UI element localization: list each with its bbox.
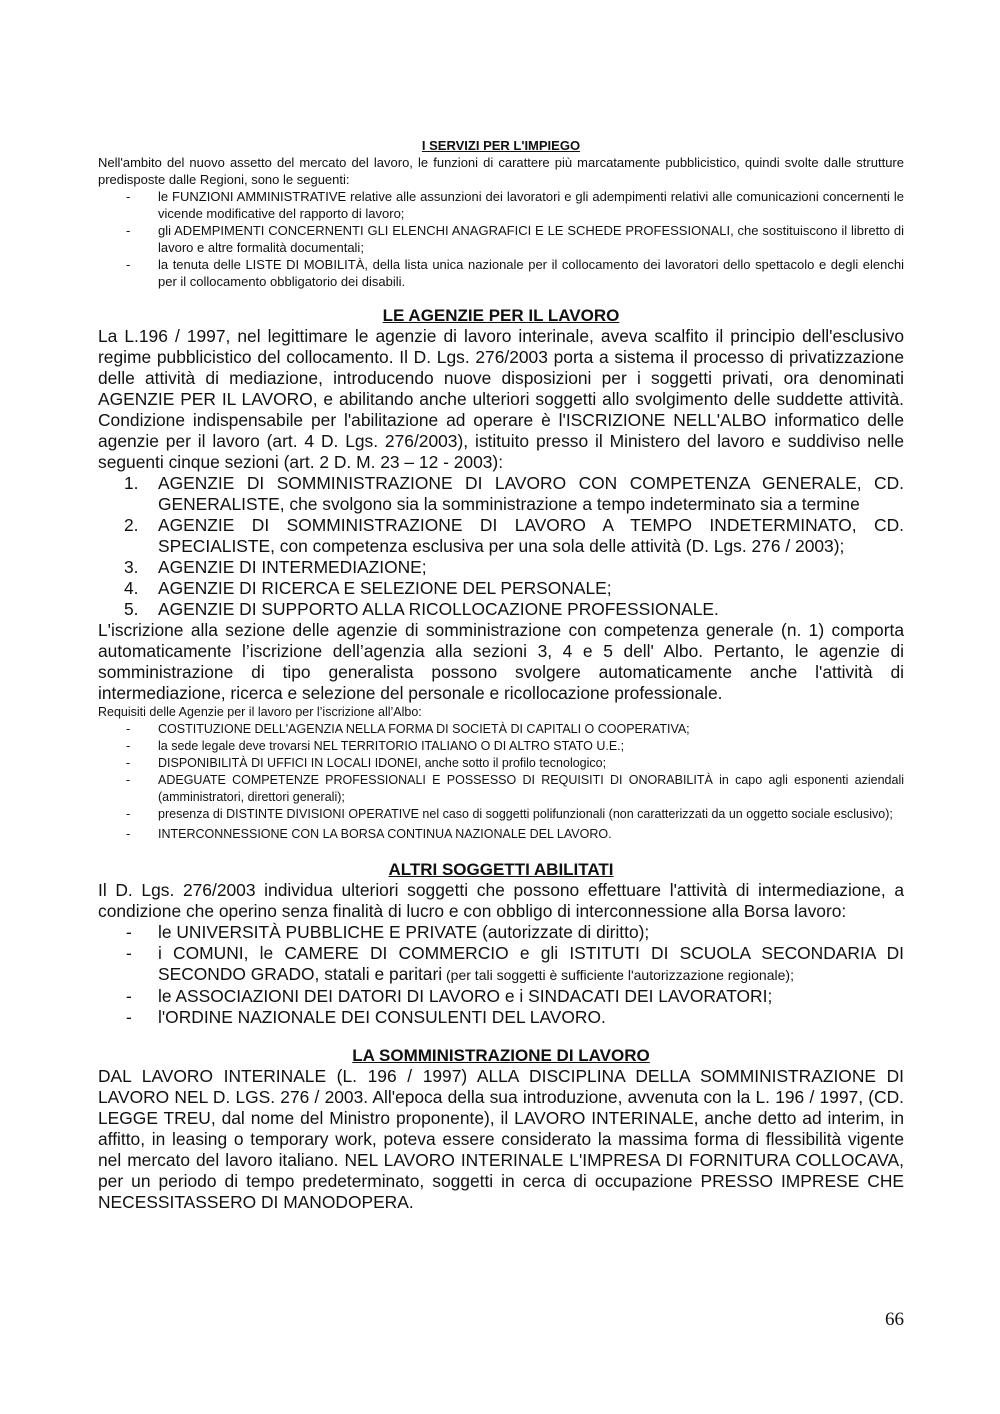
servizi-list xyxy=(98,188,904,290)
bullet: - xyxy=(126,986,132,1006)
list-item: - DISPONIBILITÀ DI UFFICI IN LOCALI IDONEI, anche sotto il profilo tecnologico; xyxy=(126,756,607,770)
list-item: - i COMUNI, le CAMERE DI COMMERCIO e gli ISTITUTI DI SCUOLA SECONDARIA DI SECONDO GRADO, statali e paritari (per tali soggetti è sufficiente l'autorizzazione regionale); xyxy=(126,943,904,984)
altri-soggetti-list xyxy=(98,922,904,1028)
list-item: - INTERCONNESSIONE CON LA BORSA CONTINUA NAZIONALE DEL LAVORO. xyxy=(126,827,612,841)
list-item: - COSTITUZIONE DELL'AGENZIA NELLA FORMA DI SOCIETÀ DI CAPITALI O COOPERATIVA; xyxy=(126,722,690,736)
bullet: - xyxy=(126,807,131,821)
bullet: - xyxy=(126,756,131,770)
list-item: - gli ADEMPIMENTI CONCERNENTI GLI ELENCHI ANAGRAFICI E LE SCHEDE PROFESSIONALI, che sostituiscono il libretto di lavoro e altre formalità documentali; xyxy=(126,223,904,255)
bullet: - xyxy=(126,223,131,238)
document-page xyxy=(98,137,904,1213)
list-item: - le UNIVERSITÀ PUBBLICHE E PRIVATE (autorizzate di diritto); xyxy=(126,922,650,942)
list-item: - la tenuta delle LISTE DI MOBILITÀ, della lista unica nazionale per il collocamento dei lavoratori dello spettacolo e degli elenchi per il collocamento obbligatorio dei disabili. xyxy=(126,257,904,289)
bullet: - xyxy=(126,773,131,787)
list-item: 5. AGENZIE DI SUPPORTO ALLA RICOLLOCAZIONE PROFESSIONALE. xyxy=(124,599,719,619)
requirements-heading: Requisiti delle Agenzie per il lavoro per l’iscrizione all’Albo: xyxy=(98,705,422,719)
list-item: - le FUNZIONI AMMINISTRATIVE relative alle assunzioni dei lavoratori e gli adempimenti relativi alle comunicazioni concernenti le vicende modificative del rapporto di lavoro; xyxy=(126,189,904,221)
section-title-servizi-impiego: I SERVIZI PER L'IMPIEGO xyxy=(421,138,581,153)
bullet: - xyxy=(126,739,131,753)
section-title-altri-soggetti: ALTRI SOGGETTI ABILITATI xyxy=(388,860,614,879)
agenzie-sections-list xyxy=(98,473,904,620)
section-title-somministrazione: LA SOMMINISTRAZIONE DI LAVORO xyxy=(352,1046,650,1065)
somministrazione-body: DAL LAVORO INTERINALE (L. 196 / 1997) ALLA DISCIPLINA DELLA SOMMINISTRAZIONE DI LAVORO NEL D. LGS. 276 / 2003. All'epoca della sua introduzione, avvenuta con la L. 196 / 1997, (CD. LEGGE TREU, dal nome del Ministro proponente), il LAVORO INTERINALE, anche detto ad interim, in affitto, in leasing o temporary work, poteva essere considerato la massima forma di flessibilità vigente nel mercato del lavoro italiano. NEL LAVORO INTERINALE L'IMPRESA DI FORNITURA COLLOCAVA, per un periodo di tempo predeterminato, soggetti in cerca di occupazione PRESSO IMPRESE CHE NECESSITASSERO DI MANODOPERA. xyxy=(98,1066,904,1212)
list-item: - le ASSOCIAZIONI DEI DATORI DI LAVORO e i SINDACATI DEI LAVORATORI; xyxy=(126,986,773,1006)
section-intro-altri-soggetti: Il D. Lgs. 276/2003 individua ulteriori soggetti che possono effettuare l'attività di intermediazione, a condizione che operino senza finalità di lucro e con obbligo di interconnessione alla Borsa lavoro: xyxy=(98,880,904,921)
section-title-agenzie-lavoro: LE AGENZIE PER IL LAVORO xyxy=(382,306,620,325)
bullet: - xyxy=(126,257,131,272)
bullet: - xyxy=(126,722,131,736)
page-number: 66 xyxy=(885,1309,904,1330)
bullet: - xyxy=(126,827,131,841)
list-item: - ADEGUATE COMPETENZE PROFESSIONALI E POSSESSO DI REQUISITI DI ONORABILITÀ in capo agli esponenti aziendali (amministratori, direttori generali); xyxy=(126,773,904,804)
agenzie-after-paragraph: L'iscrizione alla sezione delle agenzie di somministrazione con competenza generale (n. 1) comporta automaticamente l’iscrizione dell’agenzia alla sezioni 3, 4 e 5 dell' Albo. Pertanto, le agenzie di somministrazione di tipo generalista possono svolgere automaticamente anche l'attività di intermediazione, ricerca e selezione del personale e ricollocazione professionale. xyxy=(98,620,904,703)
bullet: - xyxy=(126,1007,132,1027)
list-item: - l'ORDINE NAZIONALE DEI CONSULENTI DEL LAVORO. xyxy=(126,1007,606,1027)
section-intro-agenzie: La L.196 / 1997, nel legittimare le agenzie di lavoro interinale, aveva scalfito il principio dell'esclusivo regime pubblicistico del collocamento. Il D. Lgs. 276/2003 porta a sistema il processo di privatizzazione delle attività di mediazione, introducendo nuove disposizioni per i soggetti privati, ora denominati AGENZIE PER IL LAVORO, e abilitando anche ulteriori soggetti allo svolgimento delle suddette attività. Condizione indispensabile per l'abilitazione ad operare è l'ISCRIZIONE NELL'ALBO informatico delle agenzie per il lavoro (art. 4 D. Lgs. 276/2003), istituito presso il Ministero del lavoro e suddiviso nelle seguenti cinque sezioni (art. 2 D. M. 23 – 12 - 2003): xyxy=(98,326,904,472)
list-item: 1. AGENZIE DI SOMMINISTRAZIONE DI LAVORO CON COMPETENZA GENERALE, CD. GENERALISTE, che svolgono sia la somministrazione a tempo indeterminato sia a termine xyxy=(124,473,904,514)
list-item: 2. AGENZIE DI SOMMINISTRAZIONE DI LAVORO A TEMPO INDETERMINATO, CD. SPECIALISTE, con competenza esclusiva per una sola delle attività (D. Lgs. 276 / 2003); xyxy=(124,515,904,556)
bullet: - xyxy=(126,189,131,204)
list-item: 4. AGENZIE DI RICERCA E SELEZIONE DEL PERSONALE; xyxy=(124,578,612,598)
list-item: - la sede legale deve trovarsi NEL TERRITORIO ITALIANO O DI ALTRO STATO U.E.; xyxy=(126,739,625,753)
item-note: (per tali soggetti è sufficiente l'autorizzazione regionale); xyxy=(442,967,794,983)
bullet: - xyxy=(126,943,132,963)
bullet: - xyxy=(126,922,132,942)
section-intro-servizi: Nell'ambito del nuovo assetto del mercato del lavoro, le funzioni di carattere più marcatamente pubblicistico, quindi svolte dalle strutture predisposte dalle Regioni, sono le seguenti: xyxy=(98,155,904,187)
list-item: - presenza di DISTINTE DIVISIONI OPERATIVE nel caso di soggetti polifunzionali (non caratterizzati da un oggetto sociale esclusivo); xyxy=(126,807,893,821)
requirements-list xyxy=(98,721,904,843)
list-item: 3. AGENZIE DI INTERMEDIAZIONE; xyxy=(124,557,427,577)
